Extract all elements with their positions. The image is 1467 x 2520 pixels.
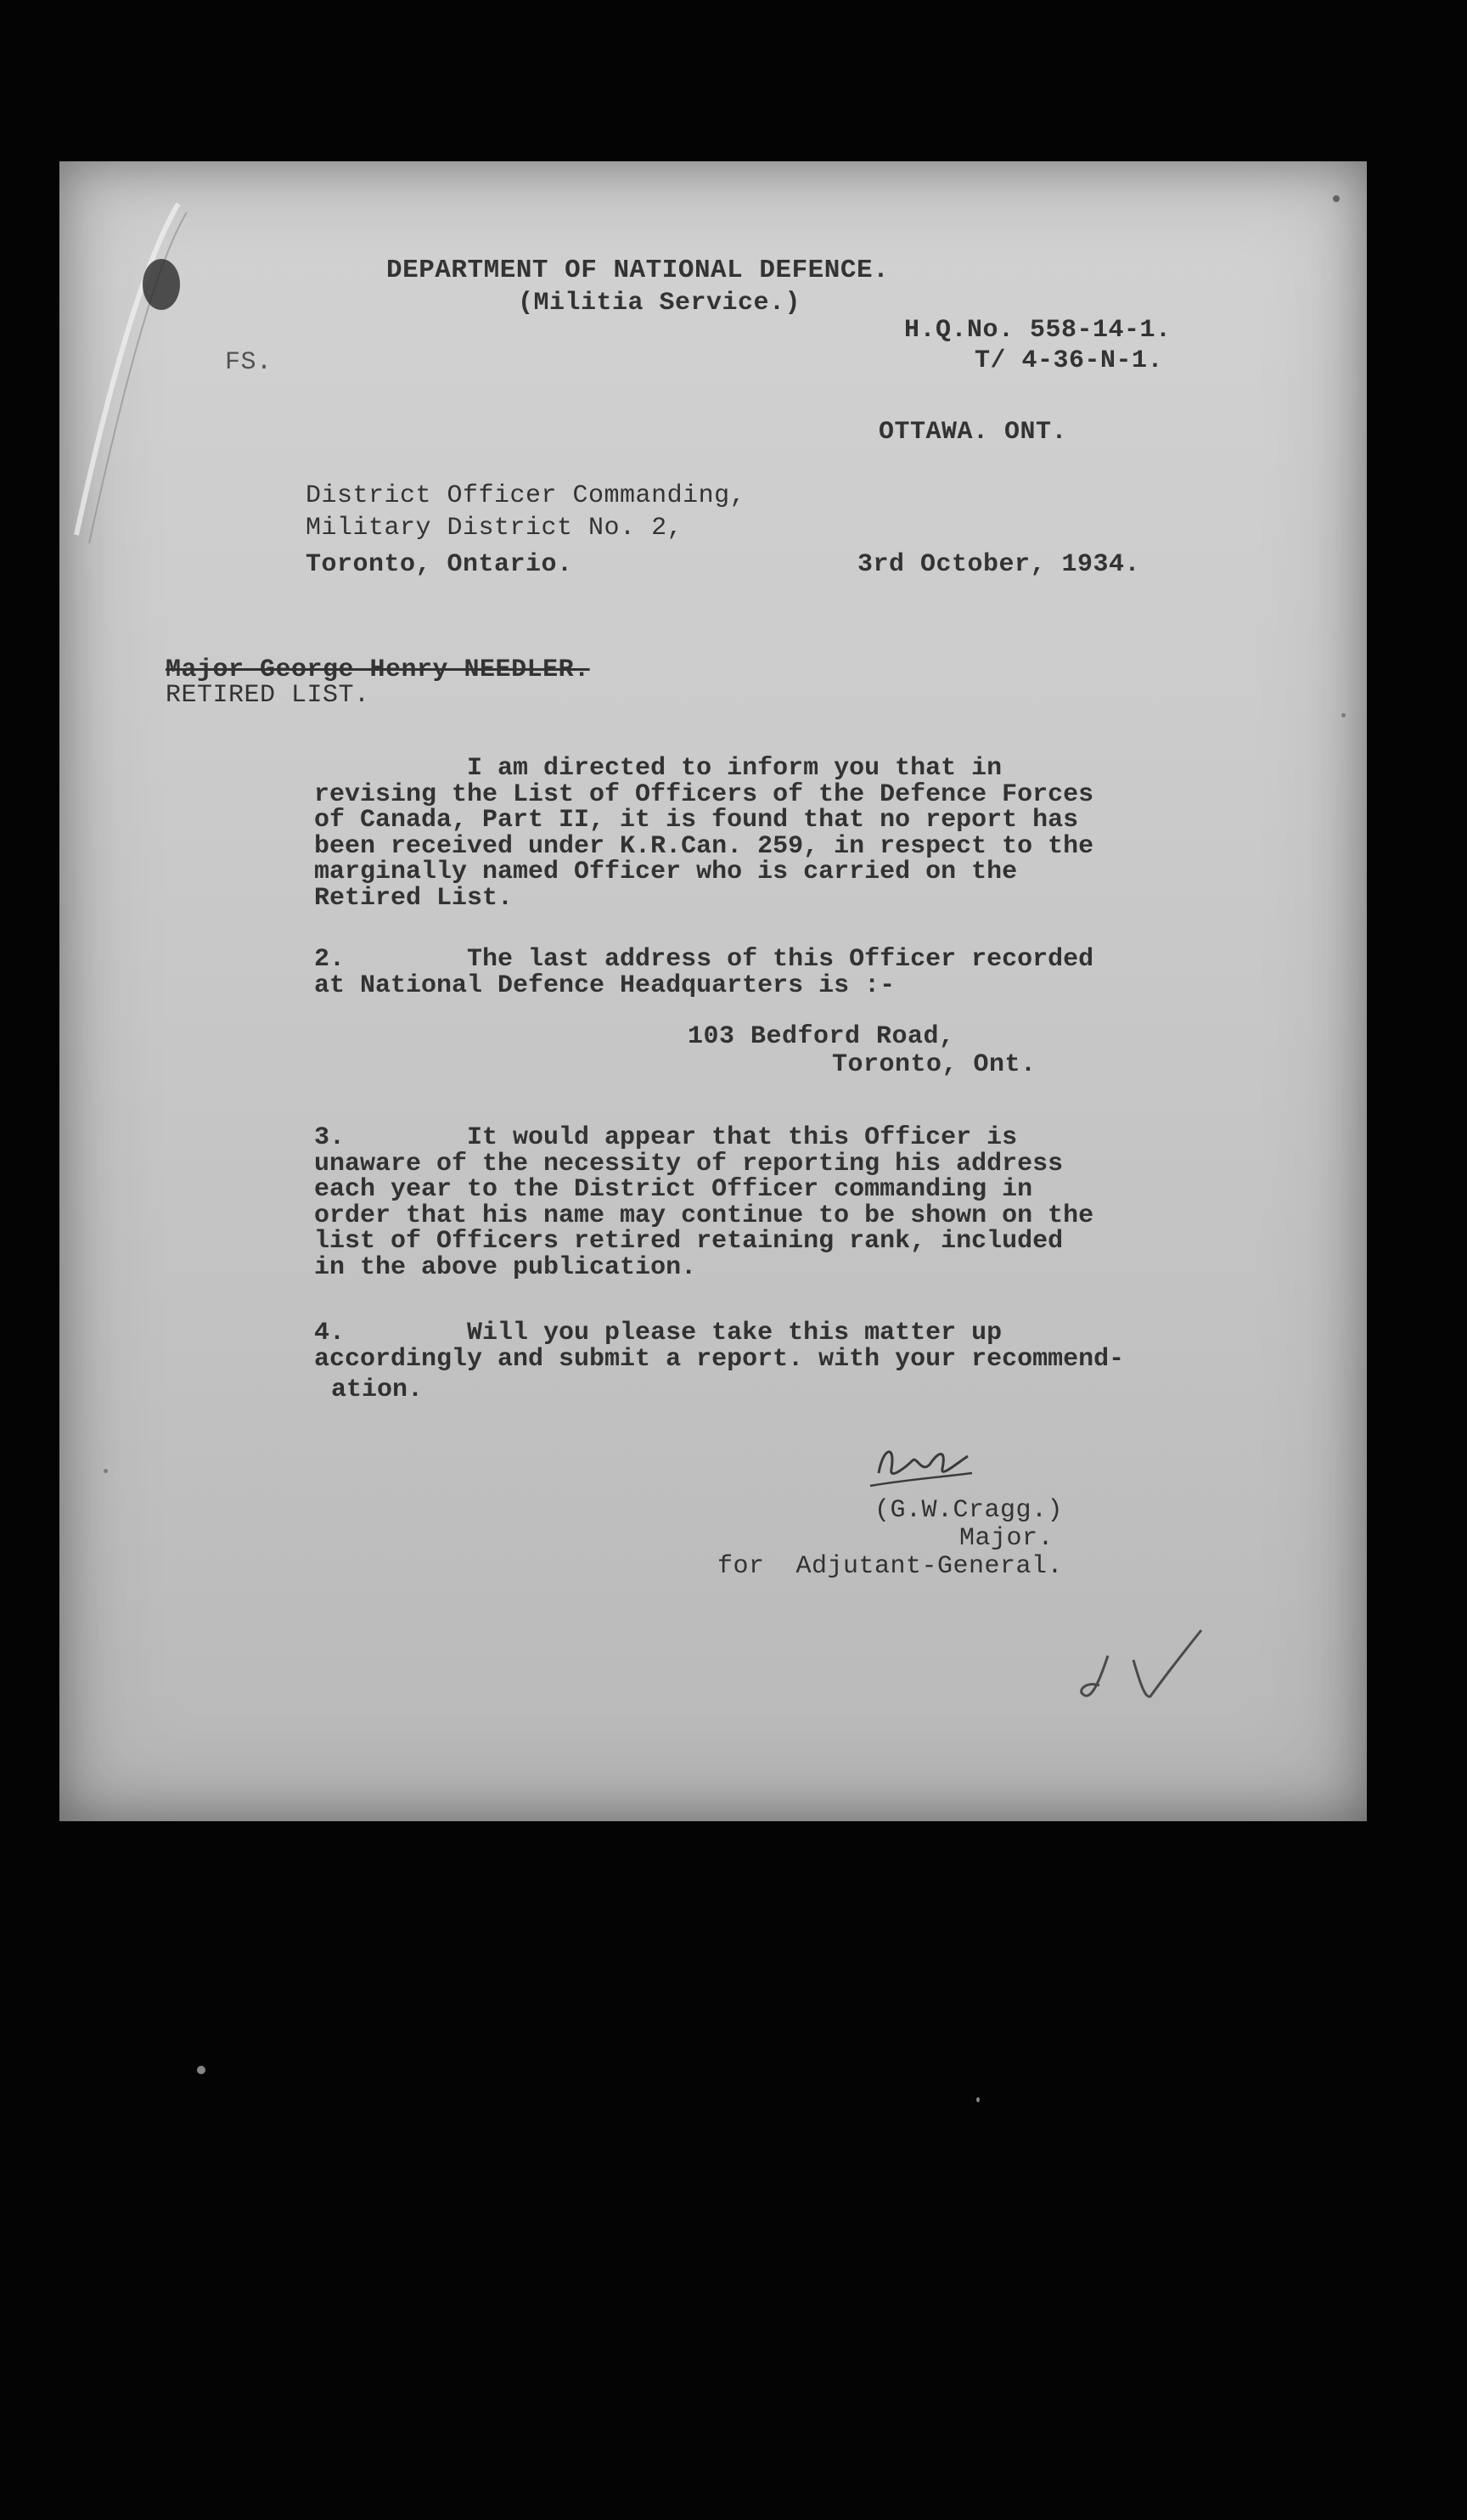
paragraph-line: order that his name may continue to be shown on the [314,1201,1094,1230]
recipient-line-3: Toronto, Ontario. [306,550,573,579]
signatory-name: (G.W.Cragg.) [874,1496,1064,1525]
signatory-rank: Major. [959,1524,1054,1553]
paragraph-1 [314,756,1239,911]
film-speck [197,2066,205,2074]
recipient-line-1: District Officer Commanding, [306,481,746,510]
paper-speck [1341,713,1346,717]
subject-line: RETIRED LIST. [166,681,370,710]
recipient-line-2: Military District No. 2, [306,514,683,543]
paragraph-line: 2. The last address of this Officer recorded [314,945,1094,974]
paragraph-line: unaware of the necessity of reporting his address [314,1149,1064,1178]
paper-speck [1333,195,1340,202]
paragraph-2 [314,947,1239,998]
paragraph-line: ation. [331,1375,424,1404]
signatory-title: for Adjutant-General. [717,1552,1064,1581]
file-reference: T/ 4-36-N-1. [975,346,1164,375]
struck-subject: Major George Henry NEEDLER. [166,655,590,684]
letter-date: 3rd October, 1934. [857,550,1141,579]
paragraph-line: each year to the District Officer commanding in [314,1175,1033,1204]
paragraph-4 [314,1320,1239,1403]
officer-address-line-2: Toronto, Ont. [832,1050,1037,1079]
handwritten-initials [1074,1622,1210,1715]
paragraph-line: marginally named Officer who is carried on the [314,858,1018,886]
paragraph-line: 3. It would appear that this Officer is [314,1123,1018,1152]
department-heading: DEPARTMENT OF NATIONAL DEFENCE. [386,256,890,285]
service-subheading: (Militia Service.) [518,289,801,318]
letter-page [59,161,1367,1821]
paragraph-line: revising the List of Officers of the Defence Forces [314,779,1094,809]
paragraph-line: 4. Will you please take this matter up [314,1319,1003,1347]
fs-mark: FS. [225,348,273,377]
paragraph-line: I am directed to inform you that in [314,754,1003,783]
paragraph-line: at National Defence Headquarters is :- [314,970,896,1000]
officer-address-line-1: 103 Bedford Road, [688,1022,955,1051]
torn-corner-mark [59,195,229,552]
hq-number: H.Q.No. 558-14-1. [904,316,1172,345]
film-speck [976,2097,980,2102]
paragraph-line: Retired List. [314,883,514,913]
handwritten-signature [862,1431,981,1499]
paragraph-3 [314,1125,1239,1280]
paragraph-line: in the above publication. [314,1252,697,1282]
paragraph-line: list of Officers retired retaining rank, included [314,1227,1064,1256]
paragraph-line: accordingly and submit a report. with your recommend- [314,1344,1125,1374]
paragraph-line: of Canada, Part II, it is found that no report has [314,806,1079,835]
paragraph-line: been received under K.R.Can. 259, in respect to the [314,831,1094,861]
origin-place: OTTAWA. ONT. [879,418,1068,447]
paper-speck [104,1469,108,1473]
